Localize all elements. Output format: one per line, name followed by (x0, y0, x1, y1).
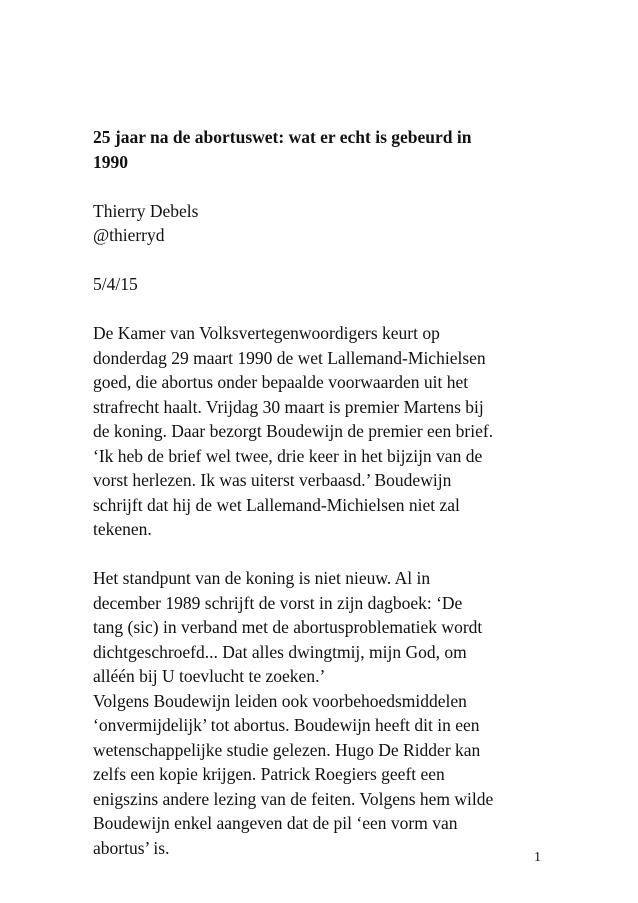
text-line: Boudewijn enkel aangeven dat de pil ‘een vorm van (93, 813, 458, 833)
text-line: strafrecht haalt. Vrijdag 30 maart is premier Martens bij (93, 396, 484, 417)
text-line: ‘onvermijdelijk’ tot abortus. Boudewijn heeft dit in een (93, 715, 480, 735)
title-line: 1990 (93, 151, 128, 172)
text-line: Volgens Boudewijn leiden ook voorbehoedsmiddelen (93, 690, 467, 711)
text-line: abortus’ is. (93, 837, 170, 858)
text-line: wetenschappelijke studie gelezen. Hugo De Ridder kan (93, 739, 481, 760)
text-line: tekenen. (93, 519, 152, 539)
paragraph-2 (93, 566, 553, 860)
author-block (93, 199, 553, 248)
text-line: tang (sic) in verband met de abortusproblematiek wordt (93, 617, 483, 637)
article-title (93, 125, 553, 174)
text-line: De Kamer van Volksvertegenwoordigers keurt op (93, 323, 440, 343)
text-line: zelfs een kopie krijgen. Patrick Roegiers geeft een (93, 764, 445, 784)
title-line: 25 jaar na de abortuswet: wat er echt is gebeurd in (93, 127, 472, 147)
text-line: december 1989 schrijft de vorst in zijn dagboek: ‘De (93, 592, 463, 613)
date-text: 5/4/15 (93, 274, 138, 294)
publication-date (93, 272, 553, 297)
page-number: 1 (534, 850, 541, 865)
text-line: schrijft dat hij de wet Lallemand-Michielsen niet zal (93, 494, 460, 515)
text-line: enigszins andere lezing van de feiten. Volgens hem wilde (93, 788, 494, 809)
text-line: ‘Ik heb de brief wel twee, drie keer in het bijzijn van de (93, 445, 483, 466)
paragraph-1 (93, 321, 553, 542)
text-line: vorst herlezen. Ik was uiterst verbaasd.’ Boudewijn (93, 470, 452, 490)
text-line: de koning. Daar bezorgt Boudewijn de premier een brief. (93, 421, 494, 441)
text-line: Het standpunt van de koning is niet nieuw. Al in (93, 568, 431, 588)
document-body (93, 125, 553, 860)
text-line: donderdag 29 maart 1990 de wet Lallemand-Michielsen (93, 347, 486, 368)
text-line: goed, die abortus onder bepaalde voorwaarden uit het (93, 372, 469, 392)
text-line: dichtgeschroefd... Dat alles dwingtmij, mijn God, om (93, 641, 467, 662)
text-line: alléén bij U toevlucht te zoeken.’ (93, 666, 326, 686)
author-handle: @thierryd (93, 225, 165, 245)
author-name: Thierry Debels (93, 200, 199, 221)
